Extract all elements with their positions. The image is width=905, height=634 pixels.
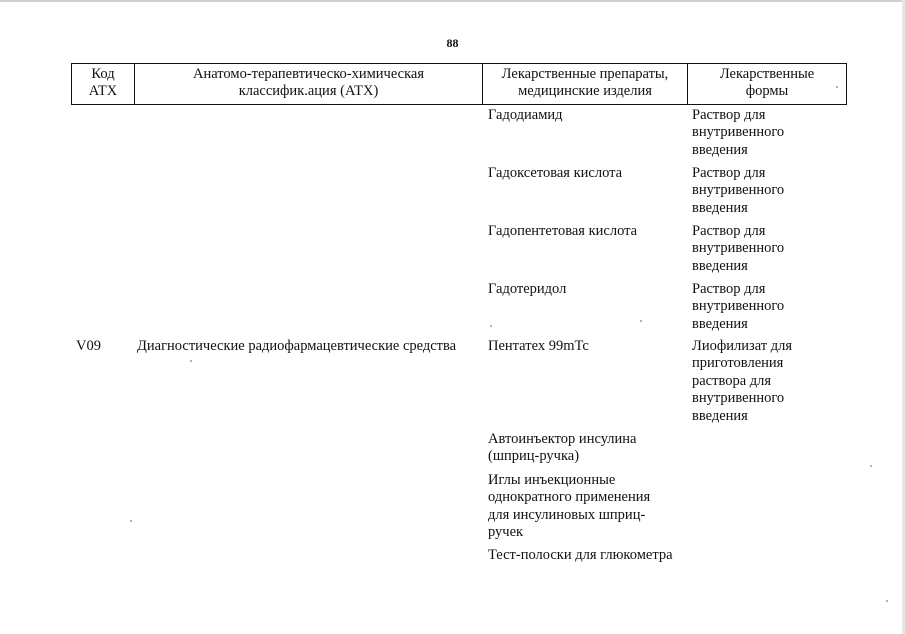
- dosage-form: Раствор для внутривенного введения: [692, 107, 785, 158]
- scan-speck: [190, 360, 192, 362]
- dosage-form: Лиофилизат для приготовления раствора для внутривенного введения: [692, 338, 793, 424]
- drug-name: Иглы инъекционные однократного применения для инсулиновых шприц- ручек: [488, 472, 651, 541]
- scan-speck: [640, 320, 642, 322]
- drug-name: Гадоксетовая кислота: [488, 165, 623, 181]
- header-atx-classification: [135, 64, 483, 104]
- scan-speck: [870, 465, 872, 467]
- drug-name: Гадопентетовая кислота: [488, 223, 638, 239]
- atx-classification: Диагностические радиофармацевтические средства: [137, 338, 457, 354]
- scan-speck: [490, 325, 492, 327]
- drug-name: Пентатех 99mTc: [488, 338, 589, 354]
- header-atx-classification-label: Анатомо-терапевтическо-химическая классифик.ация (АТХ): [192, 66, 425, 99]
- page-number: 88: [446, 36, 459, 50]
- drug-name: Автоинъектор инсулина (шприц-ручка): [488, 431, 637, 465]
- header-code-atx: [72, 64, 135, 104]
- scan-speck: [836, 86, 838, 88]
- scan-edge-top: [0, 0, 905, 2]
- header-dosage-forms: [688, 64, 846, 104]
- dosage-form: Раствор для внутривенного введения: [692, 281, 785, 332]
- header-code-atx-label: Код АТХ: [88, 66, 118, 99]
- header-drugs-label: Лекарственные препараты, медицинские изделия: [501, 66, 669, 99]
- table-body: [0, 105, 905, 634]
- dosage-form: Раствор для внутривенного введения: [692, 223, 785, 274]
- drug-name: Гадотеридол: [488, 281, 567, 297]
- atx-code: V09: [76, 338, 101, 354]
- scan-speck: [886, 600, 888, 602]
- drug-name: Тест-полоски для глюкометра: [488, 547, 673, 563]
- drug-name: Гадодиамид: [488, 107, 563, 123]
- dosage-form: Раствор для внутривенного введения: [692, 165, 785, 216]
- scan-speck: [130, 520, 132, 522]
- header-drugs: [483, 64, 688, 104]
- table-header: [71, 63, 847, 105]
- header-dosage-forms-label: Лекарственные формы: [719, 66, 815, 99]
